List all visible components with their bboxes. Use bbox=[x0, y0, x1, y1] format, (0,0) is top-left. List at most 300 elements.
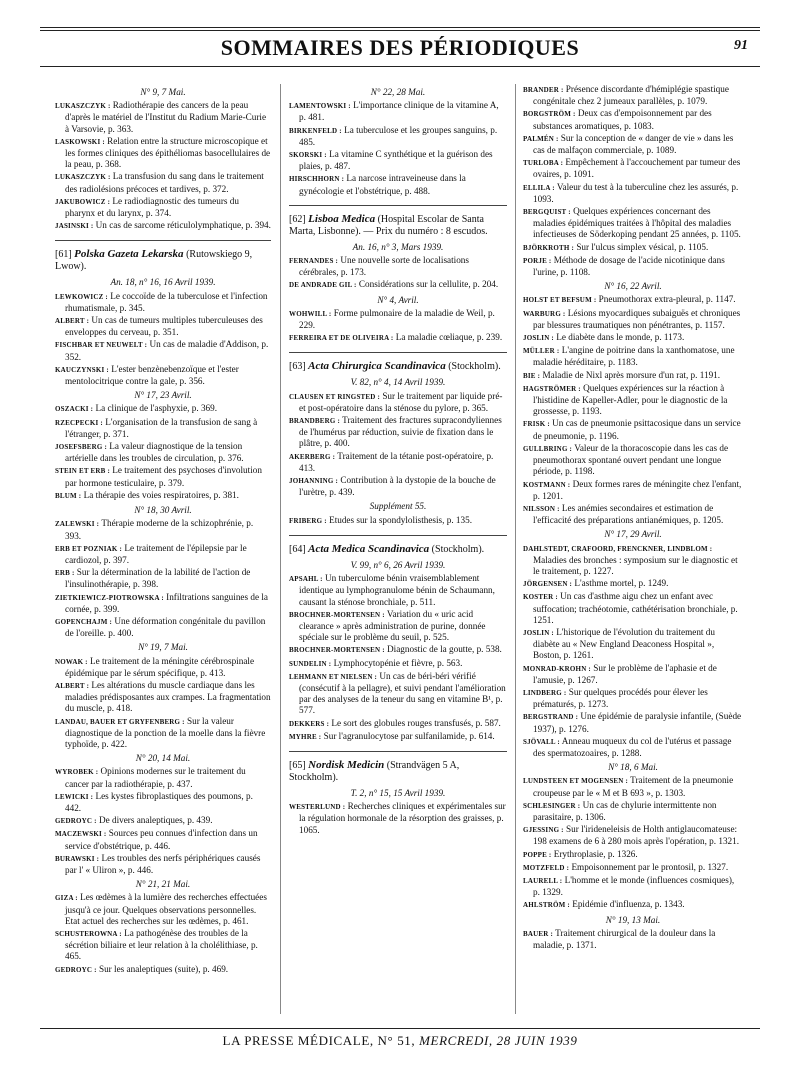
article-title: Sur l'agranulocytose par sulfanilamide, p. 614. bbox=[323, 730, 495, 741]
article-entry bbox=[55, 417, 271, 440]
article-title: Infiltrations sanguines de la cornée, p. 399. bbox=[65, 591, 268, 614]
article-author: LINDBERG : bbox=[523, 688, 567, 697]
article-author: NOWAK : bbox=[55, 657, 88, 666]
article-entry bbox=[523, 687, 743, 710]
article-entry bbox=[55, 716, 271, 751]
article-title: Empoisonnement par le prontosil, p. 1327. bbox=[571, 861, 729, 872]
article-author: AKERBERG : bbox=[289, 452, 336, 461]
article-title: Les altérations du muscle cardiaque dans les maladies prédisposantes aux crampes. La fragmentation du muscle, p. 418. bbox=[65, 679, 271, 714]
article-entry bbox=[523, 899, 743, 911]
article-entry bbox=[523, 294, 743, 306]
article-entry bbox=[289, 149, 507, 172]
article-title: L'organisation de la transfusion de sang à l'étranger, p. 371. bbox=[65, 416, 258, 439]
article-entry bbox=[289, 475, 507, 498]
header-rule-top-2 bbox=[40, 30, 760, 31]
article-author: LUNDSTEEN ET MOGENSEN : bbox=[523, 777, 629, 786]
journal-heading bbox=[289, 543, 507, 556]
article-entry bbox=[523, 663, 743, 686]
article-entry bbox=[55, 220, 271, 232]
article-entry bbox=[289, 391, 507, 414]
article-author: STEIN ET ERB : bbox=[55, 467, 110, 476]
article-entry bbox=[523, 255, 743, 278]
article-title: Valeur du test à la tuberculine chez les assurés, p. 1093. bbox=[533, 181, 739, 204]
article-entry bbox=[55, 364, 271, 387]
article-title: Opinions modernes sur le traitement du cancer par la radiothérapie, p. 437. bbox=[65, 766, 246, 789]
issue-heading: N° 19, 7 Mai. bbox=[138, 642, 188, 653]
journal-name: Lisboa Medica bbox=[308, 212, 376, 225]
article-author: BIRKENFELD : bbox=[289, 126, 342, 135]
article-entry bbox=[523, 736, 743, 759]
article-title: Sur l'irideneleisis de Holth antiglaucomateuse: 198 examens de 6 à 280 mois après l'opération, p. 1321. bbox=[533, 824, 740, 847]
article-author: RZECPECKI : bbox=[55, 418, 103, 427]
column-divider-2 bbox=[515, 84, 516, 1014]
article-title: Maladie de Nixl après morsure d'un rat, p. 1191. bbox=[542, 369, 721, 380]
article-title: L'importance clinique de la vitamine A, p. 481. bbox=[299, 100, 499, 123]
article-entry bbox=[55, 928, 271, 963]
article-entry bbox=[55, 567, 271, 590]
issue-heading: An. 18, n° 16, 16 Avril 1939. bbox=[110, 277, 216, 288]
article-author: ERB ET POZNIAK : bbox=[55, 544, 123, 553]
article-title: Le diabète dans le monde, p. 1173. bbox=[556, 332, 685, 343]
article-title: L'historique de l'évolution du traitement du diabète au « New England Deaconess Hospital », Boston, p. 1261. bbox=[533, 626, 715, 661]
article-entry bbox=[289, 671, 507, 717]
article-entry bbox=[523, 108, 743, 131]
article-title: Présence discordante d'hémiplégie spastique congénitale chez 2 jumeaux parallèles, p. 1079. bbox=[533, 84, 729, 107]
issue-heading: N° 19, 13 Mai. bbox=[605, 914, 661, 925]
article-title: Un cas de maladie d'Addison, p. 352. bbox=[65, 339, 269, 362]
article-entry bbox=[289, 125, 507, 148]
article-title: Sur la valeur diagnostique de la ponction de la moelle dans la fièvre typhoïde, p. 422. bbox=[65, 715, 266, 749]
article-author: FERREIRA ET DE OLIVEIRA : bbox=[289, 334, 394, 343]
article-author: MOTZFELD : bbox=[523, 863, 570, 872]
article-title: La transfusion du sang dans le traitement des radiolésions précoces et tardives, p. 372. bbox=[65, 171, 264, 194]
article-entry bbox=[289, 609, 507, 644]
article-author: GULLBRING : bbox=[523, 444, 573, 453]
article-title: Traitement de la pneumonie croupeuse par le « M et B 693 », p. 1303. bbox=[533, 775, 734, 798]
article-title: Un cas d'asthme aigu chez un enfant avec suffocation; trachéotomie, cathétérisation bronchiale, p. 1251. bbox=[533, 591, 738, 625]
article-author: NILSSON : bbox=[523, 504, 560, 513]
article-entry bbox=[523, 182, 743, 205]
article-author: WYROBEK : bbox=[55, 768, 99, 777]
article-title: Un cas de pneumonie psittacosique dans un service de pneumonie, p. 1196. bbox=[533, 418, 741, 441]
article-title: Recherches cliniques et expérimentales sur la régulation hormonale de la résorption des graisses, p. 1065. bbox=[299, 801, 506, 835]
article-entry bbox=[523, 543, 743, 578]
article-author: DE ANDRADE GIL : bbox=[289, 281, 357, 290]
article-author: MYHRE : bbox=[289, 732, 322, 741]
article-title: De divers analeptiques, p. 439. bbox=[98, 815, 213, 826]
page-number: 91 bbox=[734, 38, 748, 53]
article-entry bbox=[55, 853, 271, 876]
article-title: Pneumothorax extra-pleural, p. 1147. bbox=[598, 294, 736, 305]
footer-date: MERCREDI, 28 JUIN 1939 bbox=[419, 1033, 578, 1048]
article-author: BROCHNER-MORTENSEN : bbox=[289, 646, 385, 655]
article-author: SUNDELIN : bbox=[289, 659, 332, 668]
article-title: Lésions myocardiques subaiguës et chroniques par blessures traumatiques non pénétrantes, p. 1157. bbox=[533, 307, 741, 330]
article-author: BERGSTRAND : bbox=[523, 713, 579, 722]
article-author: LEWICKI : bbox=[55, 792, 94, 801]
article-entry bbox=[523, 84, 743, 107]
section-separator bbox=[289, 205, 507, 206]
header-rule-bottom bbox=[40, 66, 760, 67]
article-title: Traitement de la tétanie post-opératoire, p. 413. bbox=[299, 450, 494, 473]
article-author: SCHLESINGER : bbox=[523, 801, 581, 810]
article-title: Un cas de sarcome réticulolymphatique, p. 394. bbox=[95, 220, 271, 231]
article-author: KOSTMANN : bbox=[523, 480, 571, 489]
article-entry bbox=[289, 515, 507, 527]
article-title: Un tuberculome bénin vraisemblablement identique au lymphogranulome bénin de Schaumann, causant la sténose bronchiale, p. 511. bbox=[299, 573, 495, 607]
article-author: GOPENCHAJM : bbox=[55, 617, 113, 626]
section-separator bbox=[55, 240, 271, 241]
article-author: LUKASZCZYK : bbox=[55, 102, 111, 111]
article-title: Une épidémie de paralysie infantile, (Suède 1937), p. 1276. bbox=[533, 711, 742, 734]
issue-heading: V. 82, n° 4, 14 Avril 1939. bbox=[350, 377, 446, 388]
article-author: JOSLIN : bbox=[523, 334, 554, 343]
article-author: BORGSTRÖM : bbox=[523, 110, 576, 119]
article-author: BJÖRKROTH : bbox=[523, 243, 575, 252]
article-entry bbox=[55, 339, 271, 362]
article-author: JASINSKI : bbox=[55, 222, 94, 231]
article-author: LASKOWSKI : bbox=[55, 137, 105, 146]
article-entry bbox=[523, 308, 743, 331]
article-title: La clinique de l'asphyxie, p. 369. bbox=[95, 403, 218, 414]
article-author: LANDAU, BAUER ET GRYFENBERG : bbox=[55, 717, 185, 726]
footer-rule bbox=[40, 1028, 760, 1029]
article-entry bbox=[523, 928, 743, 951]
column-left bbox=[55, 84, 271, 977]
issue-heading: V. 99, n° 6, 26 Avril 1939. bbox=[350, 559, 446, 570]
article-author: LAURELL : bbox=[523, 877, 563, 885]
article-author: BAUER : bbox=[523, 929, 553, 938]
article-title: Traitement des fractures supracondyliennes de l'humérus par réduction, suivie de fixation dans le plâtre, p. 400. bbox=[299, 415, 502, 449]
article-title: Sur le traitement par liquide pré- et post-opératoire dans la sténose du pylore, p. 365. bbox=[299, 390, 503, 413]
article-author: SKORSKI : bbox=[289, 151, 327, 160]
article-entry bbox=[55, 815, 271, 827]
article-title: Une déformation congénitale du pavillon de l'oreille. p. 400. bbox=[65, 615, 266, 639]
article-author: ELLILA : bbox=[523, 183, 555, 192]
article-author: WOHWILL : bbox=[289, 309, 332, 318]
article-entry bbox=[523, 800, 743, 823]
section-separator bbox=[289, 751, 507, 752]
article-title: La vitamine C synthétique et la guérison des plaies, p. 487. bbox=[299, 149, 493, 172]
article-author: KAUCZYNSKI : bbox=[55, 365, 109, 374]
journal-name: Acta Chirurgica Scandinavica bbox=[308, 360, 446, 373]
article-author: SJÖVALL : bbox=[523, 737, 560, 746]
article-entry bbox=[523, 133, 743, 156]
article-title: Sur la détermination de la labilité de l'action de l'insulinothérapie, p. 398. bbox=[65, 567, 251, 590]
article-title: Sur le problème de l'aphasie et de l'amusie, p. 1267. bbox=[533, 662, 717, 685]
article-title: Le radiodiagnostic des tumeurs du pharynx et du larynx, p. 374. bbox=[65, 195, 239, 219]
article-author: GEDROYC : bbox=[55, 817, 97, 826]
article-title: Sur les analeptiques (suite), p. 469. bbox=[98, 963, 229, 974]
section-separator bbox=[289, 352, 507, 353]
article-title: L'asthme mortel, p. 1249. bbox=[574, 578, 669, 589]
article-title: Traitement chirurgical de la douleur dans la maladie, p. 1371. bbox=[533, 927, 716, 951]
article-title: Un cas de tumeurs multiples tuberculeuses des enveloppes du cerveau, p. 351. bbox=[65, 315, 263, 338]
article-author: PALMÉN : bbox=[523, 134, 559, 143]
article-author: MÜLLER : bbox=[523, 347, 560, 356]
article-title: Le sort des globules rouges transfusés, p. 587. bbox=[331, 717, 501, 728]
article-author: FRIBERG : bbox=[289, 516, 327, 525]
article-entry bbox=[289, 279, 507, 291]
article-author: WARBURG : bbox=[523, 309, 566, 318]
article-entry bbox=[523, 242, 743, 254]
article-title: Diagnostic de la goutte, p. 538. bbox=[387, 644, 502, 655]
article-entry bbox=[55, 171, 271, 194]
column-middle bbox=[289, 84, 507, 837]
article-author: WESTERLUND : bbox=[289, 803, 346, 812]
journal-number: [61] bbox=[55, 249, 72, 261]
journal-info: (Rutowskiego 9, Lwow). bbox=[55, 249, 253, 273]
article-title: Les kystes fibroplastiques des poumons, p. 442. bbox=[65, 790, 253, 813]
article-title: Epidémie d'influenza, p. 1343. bbox=[572, 899, 685, 910]
article-title: Le traitement de la méningite cérébrospinale épidémique par le sérum spécifique, p. 413. bbox=[65, 655, 255, 678]
article-title: Forme pulmonaire de la maladie de Weil, p. 229. bbox=[299, 307, 495, 331]
article-entry bbox=[523, 875, 743, 898]
page-footer bbox=[0, 1033, 800, 1049]
issue-heading: N° 18, 6 Mai. bbox=[608, 762, 658, 773]
article-title: Deux formes rares de méningite chez l'enfant, p. 1201. bbox=[533, 478, 742, 501]
article-author: ALBERT : bbox=[55, 317, 90, 326]
journal-heading bbox=[289, 759, 507, 784]
issue-heading: An. 16, n° 3, Mars 1939. bbox=[352, 241, 444, 252]
article-author: BRANDER : bbox=[523, 86, 564, 94]
article-entry bbox=[289, 644, 507, 656]
article-title: Contribution à la dystopie de la bouche de l'urètre, p. 439. bbox=[299, 475, 496, 498]
article-author: JOHANNING : bbox=[289, 477, 339, 486]
article-title: La thérapie des voies respiratoires, p. 381. bbox=[83, 489, 239, 500]
article-title: Sources peu connues d'infection dans un service d'obstétrique, p. 446. bbox=[65, 828, 258, 851]
article-title: Le coccoïde de la tuberculose et l'infection rhumatismale, p. 345. bbox=[65, 290, 268, 313]
article-entry bbox=[523, 775, 743, 798]
article-entry bbox=[55, 680, 271, 715]
article-author: LEWKOWICZ : bbox=[55, 292, 108, 301]
article-entry bbox=[289, 173, 507, 196]
issue-heading: N° 9, 7 Mai. bbox=[140, 87, 186, 97]
article-entry bbox=[55, 518, 271, 541]
article-title: L'homme et le monde (influences cosmiques), p. 1329. bbox=[533, 875, 735, 898]
article-entry bbox=[55, 315, 271, 338]
article-title: Sur l'ulcus simplex vésical, p. 1105. bbox=[576, 241, 709, 252]
article-title: Sur la conception de « danger de vie » dans les cas de malfaçon commerciale, p. 1089. bbox=[533, 132, 734, 156]
article-entry bbox=[55, 196, 271, 219]
article-entry bbox=[523, 157, 743, 180]
article-author: BURAWSKI : bbox=[55, 854, 100, 863]
article-title: Lymphocytopénie et fièvre, p. 563. bbox=[333, 657, 463, 668]
article-author: BERGQUIST : bbox=[523, 208, 571, 217]
footer-journal: LA PRESSE MÉDICALE, N° 51, bbox=[222, 1033, 416, 1048]
article-title: Empêchement à l'accouchement par tumeur des ovaires, p. 1091. bbox=[533, 157, 741, 180]
article-author: LEHMANN ET NIELSEN : bbox=[289, 672, 378, 681]
article-entry bbox=[55, 828, 271, 851]
article-author: APSAHL : bbox=[289, 575, 323, 584]
journal-info: (Hospital Escolar de Santa Marta, Lisbonne). — Prix du numéro : 8 escudos. bbox=[289, 213, 488, 237]
article-entry bbox=[523, 578, 743, 590]
article-entry bbox=[523, 370, 743, 382]
article-title: Erythroplasie, p. 1326. bbox=[553, 848, 638, 859]
article-entry bbox=[523, 443, 743, 478]
article-entry bbox=[289, 573, 507, 608]
article-entry bbox=[523, 824, 743, 847]
article-entry bbox=[523, 627, 743, 662]
journal-info: (Strandvägen 5 A, Stockholm). bbox=[289, 759, 460, 783]
article-entry bbox=[523, 849, 743, 861]
article-entry bbox=[523, 479, 743, 502]
article-entry bbox=[523, 503, 743, 526]
article-author: OSZACKI : bbox=[55, 405, 94, 414]
article-author: DEKKERS : bbox=[289, 719, 330, 728]
article-title: Radiothérapie des cancers de la peau d'après le matériel de l'Institut du Radium Marie-Curie à Varsovie, p. 363. bbox=[65, 100, 267, 134]
journal-name: Polska Gazeta Lekarska bbox=[74, 248, 184, 261]
issue-heading: N° 21, 21 Mai. bbox=[135, 879, 191, 890]
issue-heading: N° 17, 29 Avril. bbox=[604, 529, 662, 540]
article-entry bbox=[523, 206, 743, 241]
journal-info: (Stockholm). bbox=[431, 543, 485, 555]
article-entry bbox=[55, 766, 271, 789]
article-author: DAHLSTEDT, CRAFOORD, FRENCKNER, LINDBLOM : bbox=[523, 544, 713, 553]
article-author: BLUM : bbox=[55, 491, 82, 500]
article-title: Quelques expériences sur la réaction à l'histidine de Kapeller-Adler, pour le diagnostic de la grossesse, p. 1193. bbox=[533, 382, 728, 417]
journal-heading bbox=[289, 213, 507, 238]
article-author: GEDROYC : bbox=[55, 965, 97, 974]
article-entry bbox=[55, 441, 271, 464]
article-author: JÖRGENSEN : bbox=[523, 580, 573, 589]
article-title: La narcose intraveineuse dans la gynécologie et l'obstétrique, p. 488. bbox=[299, 173, 466, 196]
journal-heading bbox=[289, 360, 507, 373]
article-entry bbox=[523, 332, 743, 344]
article-author: MONRAD-KROHN : bbox=[523, 664, 591, 673]
article-title: Une nouvelle sorte de localisations cérébrales, p. 173. bbox=[299, 255, 469, 278]
article-title: L'ester benzènebenzoïque et l'ester mentolocitrique contre la gale, p. 356. bbox=[65, 363, 239, 387]
article-entry bbox=[289, 801, 507, 836]
article-author: LAMENTOWSKI : bbox=[289, 102, 351, 111]
article-entry bbox=[289, 731, 507, 743]
article-author: JOSEFSBERG : bbox=[55, 443, 107, 452]
journal-number: [62] bbox=[289, 213, 306, 225]
article-entry bbox=[289, 255, 507, 278]
article-title: Les anémies secondaires et estimation de l'efficacité des préparations antianémiques, p. 1205. bbox=[533, 502, 724, 526]
article-entry bbox=[55, 136, 271, 171]
article-author: GIZA : bbox=[55, 894, 78, 903]
article-title: La maladie cœliaque, p. 239. bbox=[395, 332, 503, 343]
article-entry bbox=[289, 100, 507, 123]
article-title: Les œdèmes à la lumière des recherches effectuées jusqu'à ce jour. Quelques observations personnelles. Etat actuel des recherches sur les œdèmes, p. 461. bbox=[65, 892, 267, 926]
article-entry bbox=[55, 892, 271, 927]
article-entry bbox=[523, 345, 743, 368]
article-title: L'angine de poitrine dans la xanthomatose, une maladie héréditaire, p. 1183. bbox=[533, 345, 735, 368]
journal-name: Nordisk Medicin bbox=[308, 758, 385, 771]
issue-heading: N° 20, 14 Mai. bbox=[135, 753, 191, 764]
column-right bbox=[523, 84, 743, 952]
article-entry bbox=[523, 383, 743, 418]
article-entry bbox=[523, 862, 743, 874]
journal-number: [63] bbox=[289, 361, 306, 373]
article-author: JOSLIN : bbox=[523, 628, 554, 637]
article-entry bbox=[289, 332, 507, 344]
article-title: Maladies des bronches : symposium sur le diagnostic et le traitement, p. 1227. bbox=[533, 554, 738, 576]
article-author: ERB : bbox=[55, 569, 75, 578]
column-divider-1 bbox=[280, 84, 281, 1014]
article-author: POPPE : bbox=[523, 850, 552, 859]
article-author: LUKASZCZYK : bbox=[55, 173, 111, 182]
article-author: HAGSTRÖMER : bbox=[523, 384, 581, 393]
article-title: Anneau muqueux du col de l'utérus et passage des spermatozoaires, p. 1288. bbox=[533, 735, 732, 758]
article-title: La pathogénèse des troubles de la sécrétion biliaire et leur relation à la cholélithiase, p. 465. bbox=[65, 928, 258, 962]
article-author: FRISK : bbox=[523, 420, 550, 429]
journal-heading bbox=[55, 248, 271, 273]
article-entry bbox=[523, 591, 743, 626]
article-title: Valeur de la thoracoscopie dans les cas de pneumothorax spontané ouvert pendant une longue période, p. 1198. bbox=[533, 442, 729, 477]
article-entry bbox=[55, 543, 271, 566]
article-entry bbox=[55, 490, 271, 502]
article-author: GJESSING : bbox=[523, 826, 564, 835]
article-author: BRANDBERG : bbox=[289, 417, 341, 426]
article-author: HOLST ET BEFSUM : bbox=[523, 296, 597, 305]
article-title: Le traitement de l'épilepsie par le cardiozol, p. 397. bbox=[65, 542, 247, 565]
article-entry bbox=[55, 791, 271, 814]
journal-info: (Stockholm). bbox=[448, 361, 501, 373]
article-author: KOSTER : bbox=[523, 593, 558, 602]
article-entry bbox=[55, 592, 271, 615]
article-title: Sur quelques procédés pour élever les prématurés, p. 1273. bbox=[533, 686, 708, 710]
issue-heading: N° 16, 22 Avril. bbox=[604, 281, 662, 292]
article-entry bbox=[55, 100, 271, 135]
article-author: ZIETKIEWICZ-PIOTROWSKA : bbox=[55, 593, 164, 602]
issue-heading: T. 2, n° 15, 15 Avril 1939. bbox=[350, 787, 446, 798]
article-title: Les troubles des nerfs périphériques causés par l' « Uliron », p. 446. bbox=[65, 852, 261, 875]
article-entry bbox=[289, 451, 507, 474]
article-entry bbox=[55, 616, 271, 639]
article-author: FERNANDES : bbox=[289, 257, 339, 266]
article-author: SCHUSTEROWNA : bbox=[55, 930, 122, 938]
article-author: JAKUBOWICZ : bbox=[55, 197, 111, 206]
article-title: Deux cas d'empoisonnement par des substances aromatiques, p. 1083. bbox=[533, 108, 712, 131]
article-title: La valeur diagnostique de la tension artérielle dans les troubles de circulation, p. 376. bbox=[65, 441, 244, 464]
article-entry bbox=[55, 656, 271, 679]
issue-heading: N° 22, 28 Mai. bbox=[370, 87, 426, 97]
article-author: BIE : bbox=[523, 371, 541, 380]
article-author: ALBERT : bbox=[55, 681, 90, 690]
article-entry bbox=[289, 658, 507, 670]
article-title: Un cas de béri-béri vérifié (consécutif à la pellagre), et suivi pendant l'amélioration par des analyses de la teneur du sang en vitamine B¹, p. 577. bbox=[299, 670, 506, 716]
issue-heading: N° 17, 23 Avril. bbox=[134, 390, 192, 401]
article-entry bbox=[55, 403, 271, 415]
journal-number: [65] bbox=[289, 759, 306, 771]
article-author: AHLSTRÖM : bbox=[523, 901, 570, 910]
article-entry bbox=[289, 308, 507, 331]
article-author: TURLOBA : bbox=[523, 159, 564, 168]
article-entry bbox=[55, 964, 271, 976]
article-author: HIRSCHHORN : bbox=[289, 175, 345, 184]
supplement-heading: Supplément 55. bbox=[369, 501, 427, 512]
article-title: Quelques expériences concernant des maladies épidémiques traitées à l'hôpital des maladies infectieuses de Söderkoping pendant 25 années, p. 1105. bbox=[533, 206, 741, 240]
article-title: La tuberculose et les groupes sanguins, p. 485. bbox=[299, 124, 498, 147]
article-author: ZALEWSKI : bbox=[55, 520, 100, 529]
article-entry bbox=[289, 718, 507, 730]
article-title: Thérapie moderne de la schizophrénie, p. 393. bbox=[65, 518, 254, 541]
article-author: FISCHBAR ET NEUWELT : bbox=[55, 341, 148, 350]
article-entry bbox=[55, 465, 271, 488]
article-title: Le traitement des psychoses d'involution par hormone testiculaire, p. 379. bbox=[65, 465, 262, 488]
article-title: Méthode de dosage de l'acide nicotinique dans l'urine, p. 1108. bbox=[533, 254, 725, 278]
article-entry bbox=[55, 291, 271, 314]
article-title: Etudes sur la spondylolisthesis, p. 135. bbox=[329, 514, 472, 525]
journal-number: [64] bbox=[289, 543, 306, 555]
article-author: PORJE : bbox=[523, 256, 552, 265]
section-separator bbox=[289, 535, 507, 536]
header-rule-top bbox=[40, 27, 760, 28]
article-author: MACZEWSKI : bbox=[55, 830, 107, 839]
issue-heading: N° 4, Avril. bbox=[377, 294, 419, 305]
